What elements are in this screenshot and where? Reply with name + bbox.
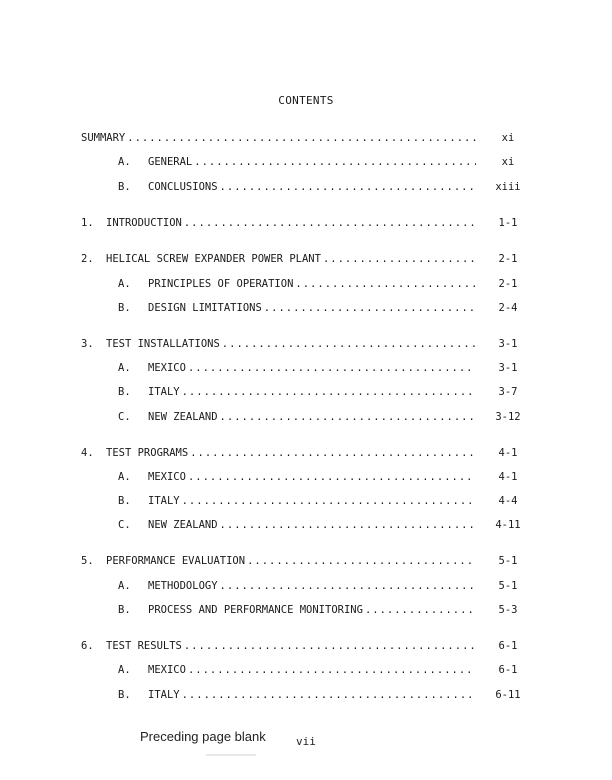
toc-page-number: 6-1 (498, 640, 518, 652)
toc-page-number: xi (501, 132, 515, 144)
toc-entry-number: 6. (81, 640, 94, 652)
toc-page-number: 6-1 (498, 664, 518, 676)
dot-leader (323, 252, 476, 266)
toc-entry[interactable] (148, 663, 478, 677)
toc-entry-number: B. (118, 386, 131, 398)
toc-entry[interactable] (81, 131, 478, 145)
toc-page-number: 2-1 (498, 253, 518, 265)
toc-entry-label: TEST INSTALLATIONS (106, 338, 220, 350)
toc-entry-label: DESIGN LIMITATIONS (148, 302, 262, 314)
dot-leader (182, 494, 476, 508)
toc-entry[interactable] (148, 579, 478, 593)
toc-entry-number: A. (118, 471, 131, 483)
toc-entry[interactable] (106, 337, 478, 351)
toc-page-number: 3-1 (498, 362, 518, 374)
toc-entry-number: A. (118, 156, 131, 168)
toc-entry-number: A. (118, 580, 131, 592)
toc-entry[interactable] (148, 470, 478, 484)
toc-entry-label: MEXICO (148, 362, 186, 374)
toc-entry-number: 4. (81, 447, 94, 459)
dot-leader (264, 301, 476, 315)
toc-entry[interactable] (148, 301, 478, 315)
toc-page-number: 4-1 (498, 471, 518, 483)
toc-entry-number: B. (118, 689, 131, 701)
toc-entry-label: ITALY (148, 495, 180, 507)
toc-page-number: xiii (495, 181, 521, 193)
toc-entry-label: NEW ZEALAND (148, 411, 218, 423)
dot-leader (295, 277, 476, 291)
toc-entry[interactable] (106, 216, 478, 230)
toc-entry-number: 1. (81, 217, 94, 229)
toc-page-number: 5-3 (498, 604, 518, 616)
toc-page-number: 3-7 (498, 386, 518, 398)
toc-entry-label: ITALY (148, 386, 180, 398)
dot-leader (188, 361, 476, 375)
dot-leader (188, 663, 476, 677)
toc-entry[interactable] (106, 446, 478, 460)
toc-entry-label: SUMMARY (81, 132, 126, 144)
page-title: CONTENTS (278, 94, 334, 107)
toc-entry-number: B. (118, 302, 131, 314)
dot-leader (220, 180, 476, 194)
preceding-page-note: Preceding page blank (140, 729, 266, 744)
toc-entry-label: GENERAL (148, 156, 193, 168)
toc-entry-number: B. (118, 181, 131, 193)
toc-entry-number: A. (118, 278, 131, 290)
toc-page-number: 3-1 (498, 338, 518, 350)
dot-leader (220, 579, 476, 593)
toc-page-number: 2-1 (498, 278, 518, 290)
toc-page-number: 5-1 (498, 580, 518, 592)
toc-entry-label: ITALY (148, 689, 180, 701)
toc-entry-label: PROCESS AND PERFORMANCE MONITORING (148, 604, 363, 616)
toc-entry[interactable] (106, 252, 478, 266)
toc-entry-number: C. (118, 519, 131, 531)
toc-page-number: 2-4 (498, 302, 518, 314)
dot-leader (184, 639, 476, 653)
toc-page-number: 5-1 (498, 555, 518, 567)
toc-entry-label: PRINCIPLES OF OPERATION (148, 278, 294, 290)
toc-page-number: xi (501, 156, 515, 168)
toc-entry[interactable] (148, 603, 478, 617)
toc-page-number: 1-1 (498, 217, 518, 229)
dot-leader (220, 410, 476, 424)
dot-leader (182, 688, 476, 702)
page-number: vii (296, 735, 316, 748)
toc-entry[interactable] (106, 554, 478, 568)
toc-page-number: 6-11 (495, 689, 521, 701)
toc-entry-label: TEST RESULTS (106, 640, 182, 652)
toc-entry-number: 2. (81, 253, 94, 265)
toc-entry-number: 5. (81, 555, 94, 567)
toc-entry[interactable] (148, 361, 478, 375)
toc-entry[interactable] (148, 518, 478, 532)
toc-entry[interactable] (106, 639, 478, 653)
toc-page-number: 3-12 (495, 411, 521, 423)
toc-entry-number: B. (118, 495, 131, 507)
toc-entry-label: METHODOLOGY (148, 580, 218, 592)
dot-leader (190, 446, 476, 460)
toc-page-number: 4-4 (498, 495, 518, 507)
toc-entry-label: MEXICO (148, 664, 186, 676)
toc-entry-label: PERFORMANCE EVALUATION (106, 555, 246, 567)
dot-leader (184, 216, 476, 230)
toc-entry[interactable] (148, 688, 478, 702)
toc-entry[interactable] (148, 385, 478, 399)
dot-leader (220, 518, 476, 532)
toc-entry-number: C. (118, 411, 131, 423)
toc-page-number: 4-1 (498, 447, 518, 459)
toc-entry[interactable] (148, 155, 478, 169)
dot-leader (127, 131, 476, 145)
toc-entry-number: A. (118, 362, 131, 374)
toc-entry-label: MEXICO (148, 471, 186, 483)
scan-smudge (206, 754, 256, 756)
toc-entry[interactable] (148, 277, 478, 291)
toc-entry[interactable] (148, 410, 478, 424)
toc-entry-label: NEW ZEALAND (148, 519, 218, 531)
toc-entry-label: CONCLUSIONS (148, 181, 218, 193)
dot-leader (188, 470, 476, 484)
toc-entry-number: A. (118, 664, 131, 676)
dot-leader (194, 155, 476, 169)
toc-entry[interactable] (148, 494, 478, 508)
toc-entry[interactable] (148, 180, 478, 194)
toc-entry-label: TEST PROGRAMS (106, 447, 189, 459)
toc-page-number: 4-11 (495, 519, 521, 531)
dot-leader (365, 603, 476, 617)
dot-leader (222, 337, 476, 351)
dot-leader (247, 554, 476, 568)
toc-entry-number: B. (118, 604, 131, 616)
toc-entry-label: HELICAL SCREW EXPANDER POWER PLANT (106, 253, 321, 265)
toc-entry-label: INTRODUCTION (106, 217, 182, 229)
dot-leader (182, 385, 476, 399)
toc-entry-number: 3. (81, 338, 94, 350)
